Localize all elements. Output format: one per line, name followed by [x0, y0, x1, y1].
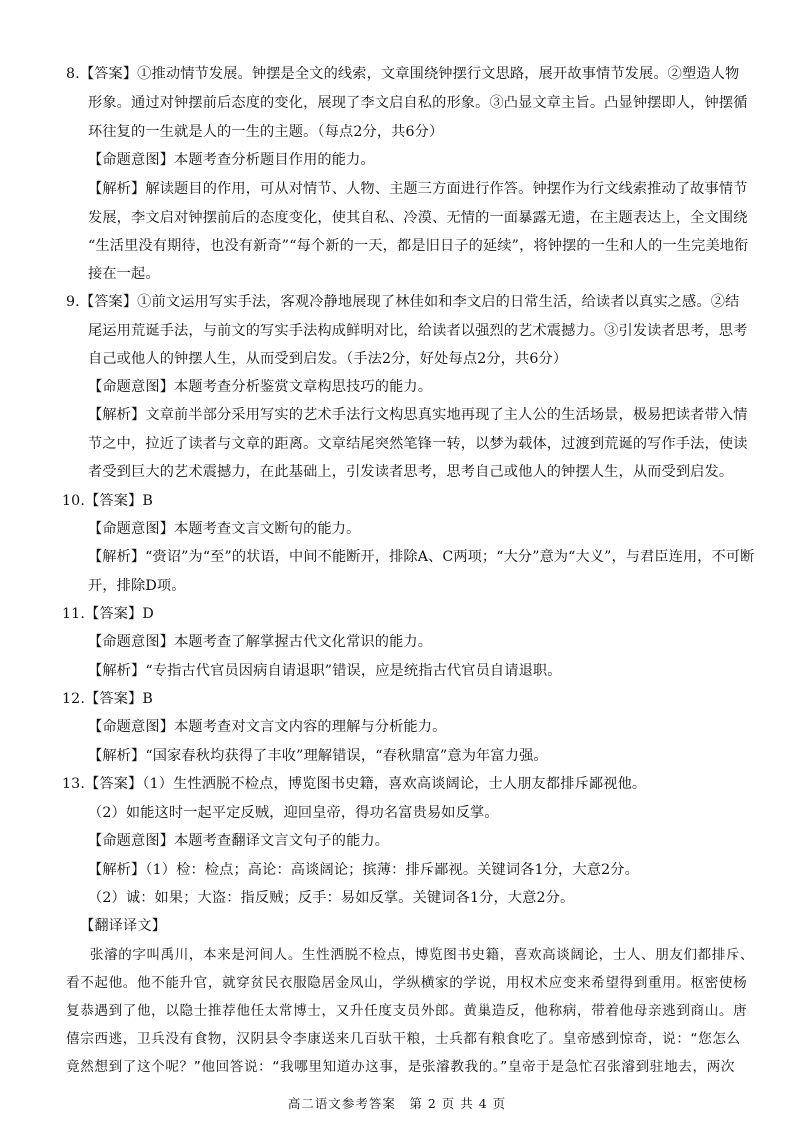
q8-intent: 【命题意图】本题考查分析题目作用的能力。 [88, 152, 375, 168]
translation-line-4: 僖宗西逃，卫兵没有食物，汉阴县令李康送来几百驮干粮，士兵都有粮食吃了。皇帝感到惊奇，说：“您怎么 [66, 1031, 741, 1047]
q13-answer-line-1: 13.【答案】（1）生性洒脱不检点，博览图书史籍，喜欢高谈阔论，士人朋友都排斥鄙视他。 [62, 776, 647, 792]
q13-analysis-line-2: （2）诚：如果；大盗：指反贼；反手：易如反掌。关键词各1分，大意2分。 [88, 890, 575, 906]
translation-line-5: 竟然想到了这个呢？”他回答说：“我哪里知道办这事，是张濬教我的。”皇帝于是急忙召张濬到驻地去，两次 [66, 1059, 736, 1075]
q8-answer-line-2: 形象。通过对钟摆前后态度的变化，展现了李文启自私的形象。③凸显文章主旨。凸显钟摆即人，钟摆循 [88, 95, 748, 111]
q9-analysis-line-2: 节之中，拉近了读者与文章的距离。文章结尾突然笔锋一转，以梦为载体，过渡到荒诞的写作手法，使读 [88, 436, 748, 452]
q12-analysis: 【解析】“国家春秋均获得了丰收”理解错误，“春秋鼎富”意为年富力强。 [88, 748, 548, 764]
translation-line-1: 张濬的字叫禹川，本来是河间人。生性洒脱不检点，博览图书史籍，喜欢高谈阔论，士人、朋友们都排斥、 [90, 947, 755, 963]
q10-answer: 10.【答案】B [62, 493, 153, 509]
q9-intent: 【命题意图】本题考查分析鉴赏文章构思技巧的能力。 [88, 379, 433, 395]
q12-intent: 【命题意图】本题考查对文言文内容的理解与分析能力。 [88, 719, 447, 735]
q12-answer: 12.【答案】B [62, 691, 153, 707]
q8-analysis-line-3: “生活里没有期待，也没有新奇”“每个新的一天，都是旧日子的延续”，将钟摆的一生和人的一生完美地衔 [88, 238, 749, 254]
q13-intent: 【命题意图】本题考查翻译文言文句子的能力。 [88, 833, 390, 849]
q8-answer-line-1: 8.【答案】①推动情节发展。钟摆是全文的线索，文章围绕钟摆行文思路，展开故事情节发展。②塑造人物 [66, 66, 740, 82]
q10-intent: 【命题意图】本题考查文言文断句的能力。 [88, 521, 361, 537]
q11-intent: 【命题意图】本题考查了解掌握古代文化常识的能力。 [88, 634, 433, 650]
q8-analysis-line-4: 接在一起。 [88, 266, 160, 282]
translation-heading: 【翻译译文】 [80, 918, 167, 934]
q13-answer-line-2: （2）如能这时一起平定反贼，迎回皇帝，得功名富贵易如反掌。 [88, 805, 499, 821]
q9-answer-line-1: 9.【答案】①前文运用写实手法，客观冷静地展现了林佳如和李文启的日常生活，给读者以真实之感。②结 [66, 294, 740, 310]
q11-analysis: 【解析】“专指古代官员因病自请退职”错误，应是统指古代官员自请退职。 [88, 663, 562, 679]
q8-analysis-line-2: 发展，李文启对钟摆前后的态度变化，使其自私、冷漠、无情的一面暴露无遗，在主题表达上，全文围绕 [88, 210, 748, 226]
q8-analysis-line-1: 【解析】解读题目的作用，可从对情节、人物、主题三方面进行作答。钟摆作为行文线索推动了故事情节 [88, 181, 748, 197]
translation-line-3: 复恭遇到了他，以隐士推荐他任太常博士，又升任度支员外郎。黄巢造反，他称病，带着他母亲逃到商山。唐 [66, 1003, 748, 1019]
q9-answer-line-3: 自己或他人的钟摆人生，从而受到启发。（手法2分，好处每点2分，共6分） [88, 351, 568, 367]
page-footer: 高二语文参考答案 第 2 页 共 4 页 [287, 1096, 507, 1111]
q10-analysis-line-2: 开，排除D项。 [88, 578, 186, 594]
q9-analysis-line-1: 【解析】文章前半部分采用写实的艺术手法行文构思真实地再现了主人公的生活场景，极易把读者带入情 [88, 407, 748, 423]
q11-answer: 11.【答案】D [62, 606, 154, 622]
q13-analysis-line-1: 【解析】（1）检：检点；高论：高谈阔论；摈薄：排斥鄙视。关键词各1分，大意2分。 [88, 862, 639, 878]
translation-line-2: 看不起他。他不能升官，就穿贫民衣服隐居金凤山，学纵横家的学说，用权术应变来希望得到重用。枢密使杨 [66, 975, 748, 991]
q8-answer-line-3: 环往复的一生就是人的一生的主题。（每点2分，共6分） [88, 124, 444, 140]
q9-answer-line-2: 尾运用荒诞手法，与前文的写实手法构成鲜明对比，给读者以强烈的艺术震撼力。③引发读者思考，思考 [88, 323, 748, 339]
q10-analysis-line-1: 【解析】“赍诏”为“至”的状语，中间不能断开，排除A、C两项；“大分”意为“大义”，与君臣连用，不可断 [88, 549, 755, 565]
q9-analysis-line-3: 者受到巨大的艺术震撼力，在此基础上，引发读者思考，思考自己或他人的钟摆人生，从而受到启发。 [88, 464, 734, 480]
